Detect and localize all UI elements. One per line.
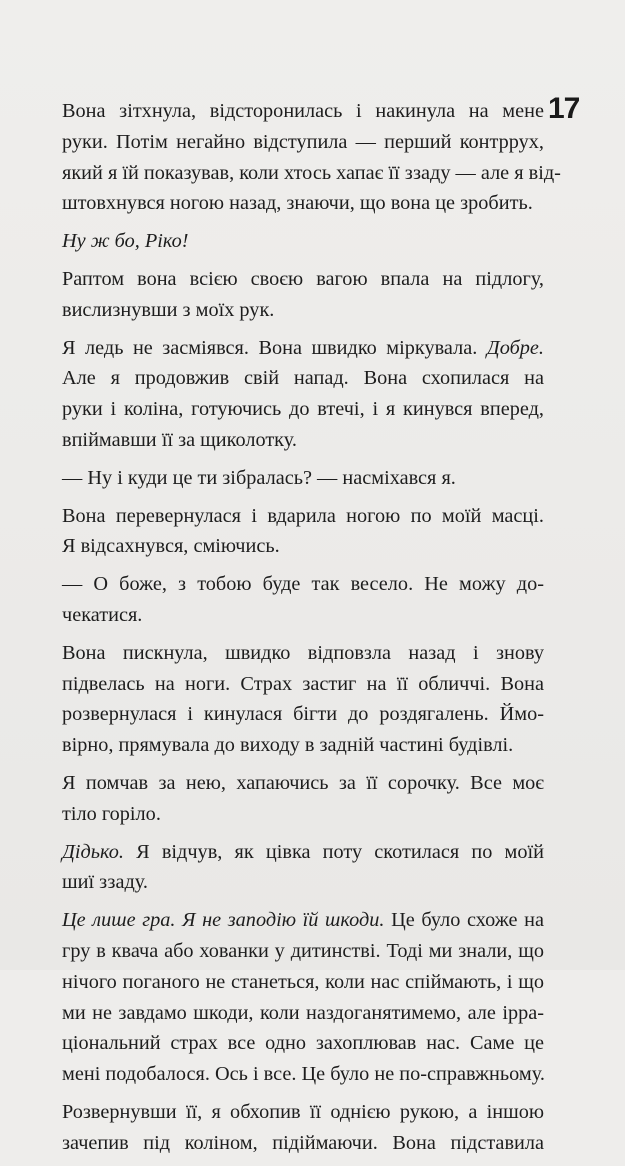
text-line [62, 905, 544, 936]
paragraph [62, 501, 544, 563]
text-line [62, 936, 544, 967]
paragraph [62, 333, 544, 456]
text-run: Розвернувши її, я обхопив її однією рукою, а іншою [62, 1100, 544, 1123]
paragraph [62, 569, 544, 631]
text-run: Я ледь не засміявся. Вона швидко міркувала. [62, 336, 487, 359]
text-run: руки і коліна, готуючись до втечі, і я кинувся вперед, [62, 398, 544, 421]
text-run: Я відчув, як цівка поту скотилася по моїй [123, 840, 544, 863]
text-run: руки. Потім негайно відступила — перший контррух, [62, 130, 544, 153]
text-run: Вона перевернулася і вдарила ногою по моїй масці. [62, 504, 544, 527]
text-run: гру в квача або хованки у дитинстві. Тоді ми знали, що [62, 939, 544, 962]
text-line [62, 638, 544, 669]
text-line [62, 699, 544, 730]
page-number: 17 [548, 92, 580, 125]
text-line [62, 333, 544, 364]
text-run: Я відсахнувся, сміючись. [62, 535, 280, 558]
paragraph [62, 1097, 544, 1159]
text-run: Я помчав за нею, хапаючись за її сорочку. Все моє [62, 771, 544, 794]
text-run: ми не завдамо шкоди, коли наздоганятимемо, але ірра- [62, 1001, 544, 1024]
text-line [62, 188, 544, 219]
text-line [62, 295, 544, 326]
text-line [62, 1097, 544, 1128]
text-run: вірно, прямувала до виходу в задній частині будівлі. [62, 734, 514, 757]
text-line [62, 394, 544, 425]
text-run: який я їй показував, коли хтось хапає її ззаду — але я від- [62, 161, 561, 184]
text-line [62, 799, 544, 830]
text-line [62, 127, 544, 158]
text-run: нічого поганого не станеться, коли нас спіймають, і що [62, 970, 544, 993]
text-run: Вона пискнула, швидко відповзла назад і знову [62, 641, 544, 664]
paragraph [62, 905, 544, 1090]
text-run: штовхнувся ногою назад, знаючи, що вона це зробить. [62, 192, 533, 215]
text-line [62, 531, 544, 562]
text-run: мені подобалося. Ось і все. Це було не по-справжньому. [62, 1063, 545, 1086]
text-run: — Ну і куди це ти зібралась? — насміхався я. [62, 466, 456, 489]
text-line [62, 425, 544, 456]
text-run: Але я продовжив свій напад. Вона схопилася на [62, 367, 544, 390]
text-line [62, 363, 544, 394]
body-text [62, 96, 561, 1166]
text-line [62, 967, 544, 998]
text-line [62, 501, 544, 532]
text-run: зачепив під коліном, підіймаючи. Вона підставила [62, 1131, 544, 1154]
paragraph [62, 768, 544, 830]
text-run: Це було схоже на [384, 909, 545, 932]
text-run: тіло горіло. [62, 802, 161, 825]
text-run: впіймавши її за щиколотку. [62, 428, 297, 451]
text-line [62, 158, 561, 189]
paragraph [62, 463, 544, 494]
text-run: розвернулася і кинулася бігти до роздягалень. Ймо- [62, 703, 544, 726]
paragraph [62, 96, 561, 219]
text-line [62, 867, 544, 898]
text-line [62, 96, 544, 127]
italic-text: Це лише гра. Я не заподію їй шкоди. [62, 909, 385, 932]
text-run: чекатися. [62, 603, 143, 626]
text-line [62, 264, 544, 295]
text-line [62, 1059, 544, 1090]
text-run: підвелась на ноги. Страх застиг на її обличчі. Вона [62, 672, 544, 695]
paragraph [62, 264, 544, 326]
paragraph [62, 226, 544, 257]
italic-text: Дідько. [62, 840, 124, 863]
text-run: шиї ззаду. [62, 871, 148, 894]
paragraph [62, 837, 544, 899]
text-line [62, 569, 544, 600]
text-line [62, 669, 544, 700]
text-run: Вона зітхнула, відсторонилась і накинула на мене [62, 100, 544, 122]
text-line [62, 1028, 544, 1059]
italic-text: Добре. [486, 336, 544, 359]
text-run: — О боже, з тобою буде так весело. Не можу до- [62, 573, 544, 596]
text-run: вислизнувши з моїх рук. [62, 298, 275, 321]
text-line [62, 837, 544, 868]
paragraph [62, 638, 544, 761]
text-line [62, 768, 544, 799]
text-line [62, 1128, 544, 1159]
text-run: ціональний страх все одно захоплював нас. Саме це [62, 1032, 544, 1055]
text-line [62, 998, 544, 1029]
italic-text: Ну ж бо, Ріко! [62, 230, 189, 253]
text-line [62, 730, 544, 761]
text-line [62, 600, 544, 631]
text-run: Раптом вона всією своєю вагою впала на підлогу, [62, 267, 544, 290]
text-line [62, 463, 544, 494]
text-line [62, 226, 544, 257]
